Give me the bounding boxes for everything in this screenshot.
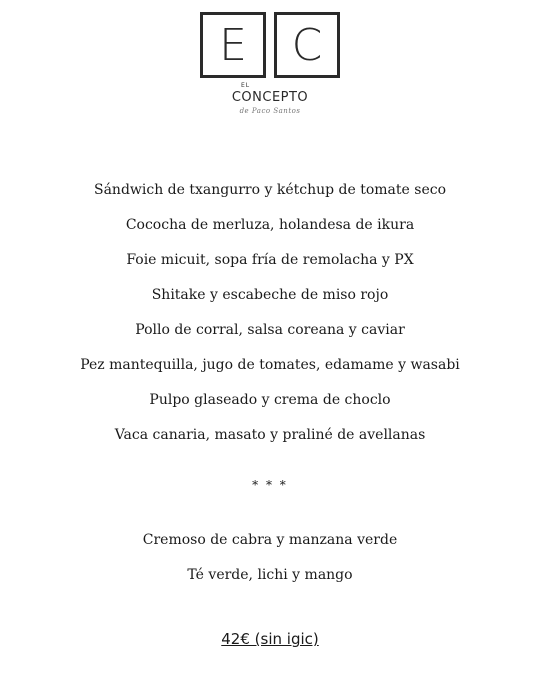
menu-separator: * * * <box>252 478 288 492</box>
logo-small-text: EL <box>241 82 251 89</box>
logo-letter-e: E <box>200 12 266 78</box>
menu-item: Pulpo glaseado y crema de choclo <box>149 392 391 408</box>
logo-name: CONCEPTO <box>231 90 309 105</box>
restaurant-logo <box>0 12 540 115</box>
menu-item: Shitake y escabeche de miso rojo <box>151 287 389 303</box>
logo-letter-boxes <box>200 12 340 78</box>
menu-item: Sándwich de txangurro y kétchup de tomate seco <box>93 182 447 198</box>
menu-price: 42€ (sin igic) <box>221 630 319 648</box>
dessert-item: Té verde, lichi y mango <box>187 567 353 583</box>
logo-subtitle: de Paco Santos <box>239 107 301 115</box>
dessert-item: Cremoso de cabra y manzana verde <box>142 532 398 548</box>
menu-item: Vaca canaria, masato y praliné de avellanas <box>114 427 426 443</box>
menu-item: Pez mantequilla, jugo de tomates, edamame y wasabi <box>80 357 460 373</box>
menu-item: Cococha de merluza, holandesa de ikura <box>125 217 415 233</box>
menu-item: Foie micuit, sopa fría de remolacha y PX <box>126 252 414 268</box>
menu-item: Pollo de corral, salsa coreana y caviar <box>135 322 405 338</box>
logo-letter-c: C <box>274 12 340 78</box>
